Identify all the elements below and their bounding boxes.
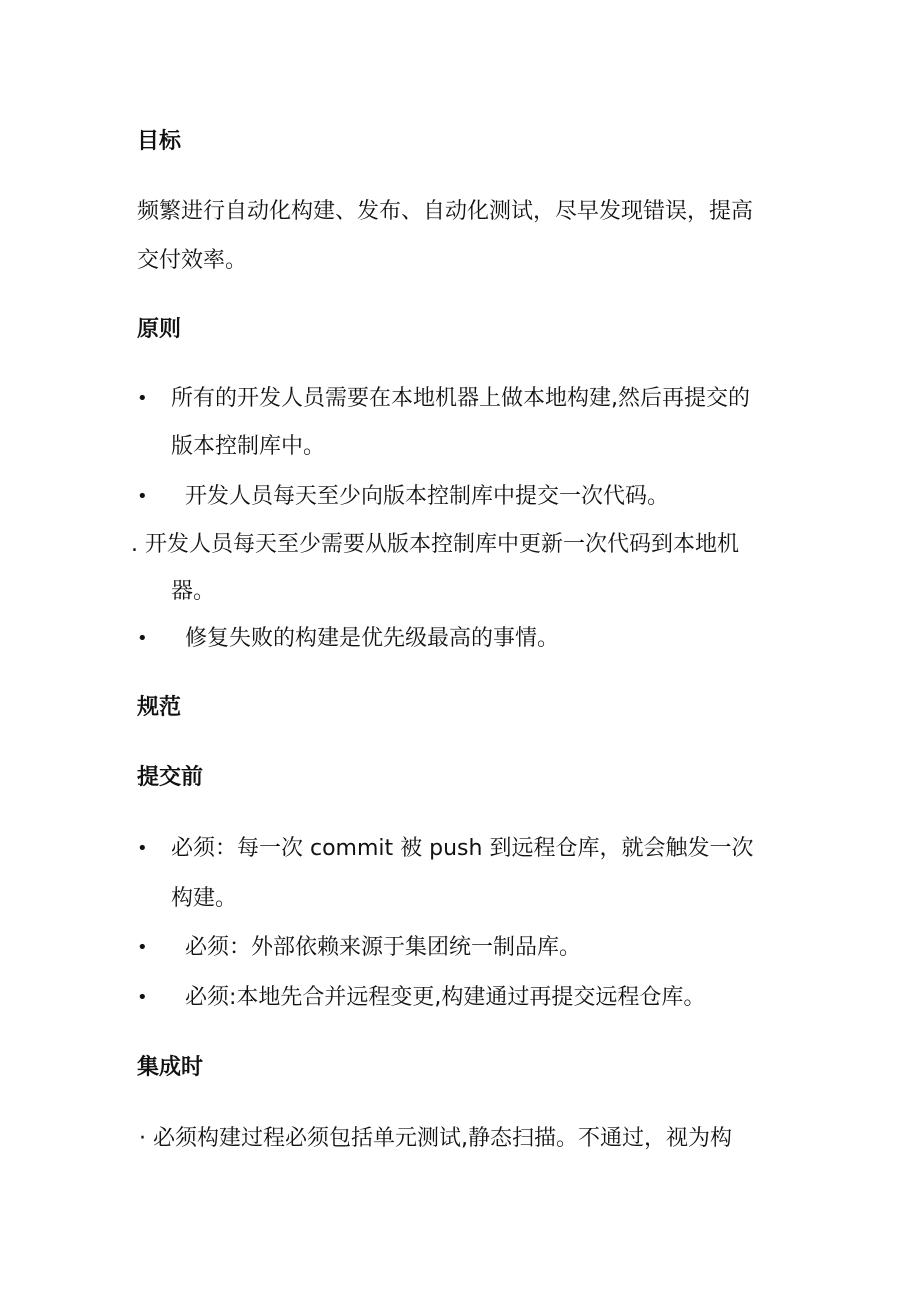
bullet-marker: • bbox=[137, 388, 148, 409]
principle-item-1-line-1: 所有的开发人员需要在本地机器上做本地构建,然后再提交的 bbox=[171, 386, 750, 411]
principle-item-1-line-2: 版本控制库中。 bbox=[171, 434, 326, 459]
section-heading-norms: 规范 bbox=[137, 695, 182, 720]
goal-text-line-2: 交付效率。 bbox=[137, 248, 248, 273]
section-heading-before-commit: 提交前 bbox=[137, 765, 204, 790]
principle-item-4: 修复失败的构建是优先级最高的事情。 bbox=[185, 626, 560, 651]
principle-item-2: 开发人员每天至少向版本控制库中提交一次代码。 bbox=[185, 484, 670, 509]
principle-item-3-line-2: 器。 bbox=[171, 579, 216, 604]
bullet-marker: • bbox=[137, 486, 148, 507]
bullet-marker: • bbox=[137, 937, 148, 958]
integration-item-1: · 必须构建过程必须包括单元测试,静态扫描。不通过，视为构 bbox=[139, 1126, 732, 1151]
goal-text-line-1: 频繁进行自动化构建、发布、自动化测试，尽早发现错误，提高 bbox=[137, 199, 754, 224]
before-commit-item-2: 必须：外部依赖来源于集团统一制品库。 bbox=[185, 935, 582, 960]
before-commit-item-1-line-1: 必须：每一次 commit 被 push 到远程仓库，就会触发一次 bbox=[171, 836, 754, 861]
section-heading-integration: 集成时 bbox=[137, 1055, 204, 1080]
bullet-marker: • bbox=[137, 838, 148, 859]
section-heading-goal: 目标 bbox=[137, 129, 182, 154]
before-commit-item-3: 必须:本地先合并远程变更,构建通过再提交远程仓库。 bbox=[185, 985, 706, 1010]
bullet-marker: • bbox=[137, 628, 148, 649]
principle-item-3-line-1: . 开发人员每天至少需要从版本控制库中更新一次代码到本地机 bbox=[131, 532, 739, 557]
section-heading-principles: 原则 bbox=[137, 317, 182, 342]
before-commit-item-1-line-2: 构建。 bbox=[171, 886, 238, 911]
bullet-marker: • bbox=[137, 987, 148, 1008]
